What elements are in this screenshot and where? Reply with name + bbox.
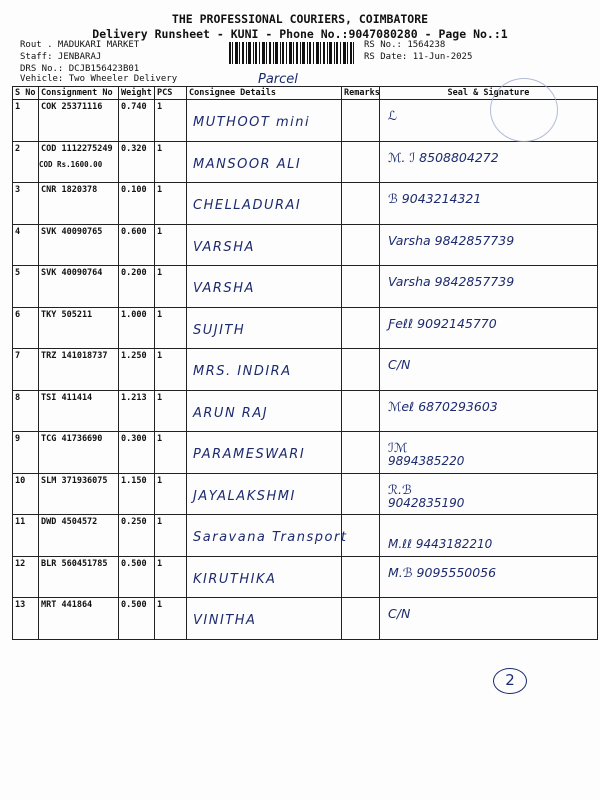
consignee-cell	[187, 598, 342, 640]
table-row	[13, 141, 598, 183]
parcel-handwritten-note: Parcel	[258, 72, 298, 87]
consignment-number-text: MRT 441864	[41, 600, 93, 610]
consignee-handwritten: JAYALAKSHMI	[193, 488, 296, 504]
serial-number: 7	[13, 349, 39, 391]
consignee-handwritten: ARUN RAJ	[193, 405, 269, 421]
remarks-cell	[342, 556, 380, 598]
signature-cell	[380, 556, 598, 598]
signature-cell	[380, 224, 598, 266]
consignee-handwritten: VARSHA	[193, 239, 255, 255]
col-header-sno: S No	[13, 87, 39, 100]
consignment-number	[39, 598, 119, 640]
consignment-number	[39, 224, 119, 266]
weight-value: 0.250	[119, 515, 155, 557]
consignment-number-text: SVK 40090764	[41, 268, 103, 278]
remarks-cell	[342, 100, 380, 142]
signature-handwritten: Varsha 9842857739	[388, 274, 515, 289]
table-row	[13, 598, 598, 640]
consignee-cell	[187, 390, 342, 432]
table-row	[13, 266, 598, 308]
consignee-handwritten: VARSHA	[193, 281, 255, 296]
pcs-value: 1	[155, 266, 187, 308]
weight-value: 1.150	[119, 473, 155, 515]
signature-handwritten: ℳeℓ 6870293603	[388, 398, 498, 414]
remarks-cell	[342, 266, 380, 308]
consignment-number	[39, 515, 119, 557]
remarks-cell	[342, 349, 380, 391]
consignee-handwritten: Saravana Transport	[193, 530, 348, 545]
consignment-number-text: TRZ 141018737	[41, 351, 108, 361]
consignment-number	[39, 266, 119, 308]
consignment-number-text: TSI 411414	[41, 392, 93, 403]
weight-value: 1.250	[119, 349, 155, 391]
consignee-cell	[187, 100, 342, 142]
remarks-cell	[342, 224, 380, 266]
table-row	[13, 556, 598, 598]
consignee-cell	[187, 432, 342, 474]
weight-value: 0.100	[119, 183, 155, 225]
consignment-number-text: SVK 40090765	[41, 226, 103, 237]
consignee-cell	[187, 349, 342, 391]
weight-value: 0.500	[119, 598, 155, 640]
table-row	[13, 473, 598, 515]
signature-handwritten: Varsha 9842857739	[388, 232, 515, 248]
serial-number: 3	[13, 183, 39, 225]
pcs-value: 1	[155, 141, 187, 183]
weight-value: 0.740	[119, 100, 155, 142]
signature-cell	[380, 307, 598, 349]
consignment-number	[39, 307, 119, 349]
serial-number: 10	[13, 473, 39, 515]
signature-handwritten: ℒ	[388, 108, 398, 123]
signature-handwritten: ℳ. ℐ 8508804272	[388, 149, 499, 165]
drs-number: DRS No.: DCJB156423B01	[20, 64, 140, 74]
signature-cell	[380, 515, 598, 557]
consignment-number	[39, 349, 119, 391]
page-mark: 2	[493, 668, 527, 694]
runsheet-subtitle: Delivery Runsheet - KUNI - Phone No.:9047080280 - Page No.:1	[92, 27, 508, 41]
signature-handwritten: ℐℳ	[388, 440, 408, 455]
remarks-cell	[342, 432, 380, 474]
signature-handwritten: C/N	[388, 357, 411, 372]
remarks-cell	[342, 598, 380, 640]
consignee-handwritten: MRS. INDIRA	[193, 364, 292, 379]
signature-cell	[380, 141, 598, 183]
pcs-value: 1	[155, 598, 187, 640]
remarks-cell	[342, 307, 380, 349]
col-header-consignee: Consignee Details	[187, 87, 342, 100]
signature-handwritten: Ƒeℓℓ 9092145770	[388, 315, 497, 331]
pcs-value: 1	[155, 473, 187, 515]
consignee-handwritten: SUJITH	[193, 322, 246, 338]
consignment-number-text: SLM 371936075	[41, 475, 108, 486]
signature-cell	[380, 183, 598, 225]
pcs-value: 1	[155, 183, 187, 225]
serial-number: 5	[13, 266, 39, 308]
serial-number: 2	[13, 141, 39, 183]
consignment-number	[39, 473, 119, 515]
consignment-number	[39, 183, 119, 225]
serial-number: 11	[13, 515, 39, 557]
table-row	[13, 515, 598, 557]
consignee-handwritten: CHELLADURAI	[193, 198, 302, 213]
pcs-value: 1	[155, 224, 187, 266]
consignment-number	[39, 141, 119, 183]
remarks-cell	[342, 390, 380, 432]
signature-handwritten: ℛ.ℬ	[388, 481, 412, 497]
consignee-cell	[187, 473, 342, 515]
consignee-cell	[187, 224, 342, 266]
signature-cell	[380, 598, 598, 640]
consignment-number	[39, 100, 119, 142]
consignee-handwritten: KIRUTHIKA	[193, 571, 277, 587]
signature-cell	[380, 473, 598, 515]
document-title: THE PROFESSIONAL COURIERS, COIMBATORE	[171, 12, 429, 26]
table-row	[13, 432, 598, 474]
col-header-pcs: PCS	[155, 87, 187, 100]
pcs-value: 1	[155, 349, 187, 391]
vehicle-label: Vehicle: Two Wheeler Delivery	[20, 74, 178, 84]
table-row	[13, 390, 598, 432]
pcs-value: 1	[155, 432, 187, 474]
consignment-number-text: CNR 1820378	[41, 185, 98, 195]
signature-cell	[380, 266, 598, 308]
table-row	[13, 183, 598, 225]
weight-value: 0.300	[119, 432, 155, 474]
remarks-cell	[342, 141, 380, 183]
consignment-number-text: DWD 4504572	[41, 517, 98, 527]
serial-number: 1	[13, 100, 39, 142]
table-row	[13, 224, 598, 266]
consignment-number	[39, 390, 119, 432]
serial-number: 9	[13, 432, 39, 474]
serial-number: 6	[13, 307, 39, 349]
signature-handwritten: M.ℬ 9095550056	[388, 564, 497, 580]
pcs-value: 1	[155, 307, 187, 349]
consignee-cell	[187, 556, 342, 598]
consignee-cell	[187, 307, 342, 349]
table-row	[13, 349, 598, 391]
rs-number: RS No.: 1564238	[364, 40, 446, 50]
pcs-value: 1	[155, 556, 187, 598]
signature-phone: 9894385220	[388, 454, 465, 468]
pcs-value: 1	[155, 390, 187, 432]
consignee-handwritten: MUTHOOT mini	[193, 115, 311, 130]
weight-value: 1.000	[119, 307, 155, 349]
pcs-value: 1	[155, 100, 187, 142]
consignment-number	[39, 556, 119, 598]
consignee-handwritten: MANSOOR ALI	[193, 156, 302, 172]
signature-handwritten: C/N	[388, 606, 411, 621]
weight-value: 0.600	[119, 224, 155, 266]
consignment-number-text: COK 25371116	[41, 102, 103, 112]
serial-number: 4	[13, 224, 39, 266]
signature-handwritten: ℬ 9043214321	[388, 191, 482, 206]
consignment-number-text: BLR 560451785	[41, 558, 108, 569]
seal-stamp	[490, 78, 558, 142]
weight-value: 0.500	[119, 556, 155, 598]
consignment-number	[39, 432, 119, 474]
signature-cell	[380, 390, 598, 432]
route-label: Rout . MADUKARI MARKET	[20, 40, 140, 50]
consignee-handwritten: VINITHA	[193, 613, 257, 628]
table-row	[13, 307, 598, 349]
weight-value: 1.213	[119, 390, 155, 432]
barcode	[229, 42, 354, 64]
signature-phone: 9042835190	[388, 495, 465, 510]
consignee-cell	[187, 183, 342, 225]
col-header-weight: Weight	[119, 87, 155, 100]
staff-label: Staff: JENBARAJ	[20, 52, 102, 62]
serial-number: 13	[13, 598, 39, 640]
weight-value: 0.320	[119, 141, 155, 183]
consignee-cell	[187, 141, 342, 183]
serial-number: 8	[13, 390, 39, 432]
signature-cell	[380, 432, 598, 474]
consignment-number-text: TCG 41736690	[41, 434, 103, 444]
col-header-consignment: Consignment No	[39, 87, 119, 100]
cod-amount: COD Rs.1600.00	[39, 159, 103, 169]
col-header-remarks: Remarks	[342, 87, 380, 100]
consignee-handwritten: PARAMESWARI	[193, 447, 306, 462]
runsheet-table	[12, 86, 598, 640]
consignee-cell	[187, 266, 342, 308]
consignee-cell	[187, 515, 348, 557]
signature-phone: M.ℓℓ 9443182210	[388, 537, 493, 551]
remarks-cell	[342, 183, 380, 225]
remarks-cell	[342, 473, 380, 515]
consignment-number-text: TKY 505211	[41, 309, 93, 320]
consignment-number-text: COD 1112275249	[41, 143, 113, 154]
rs-date: RS Date: 11-Jun-2025	[364, 52, 473, 62]
serial-number: 12	[13, 556, 39, 598]
pcs-value: 1	[155, 515, 187, 557]
signature-cell	[380, 100, 598, 142]
signature-cell	[380, 349, 598, 391]
weight-value: 0.200	[119, 266, 155, 308]
col-header-signature: Seal & Signature	[380, 87, 598, 100]
